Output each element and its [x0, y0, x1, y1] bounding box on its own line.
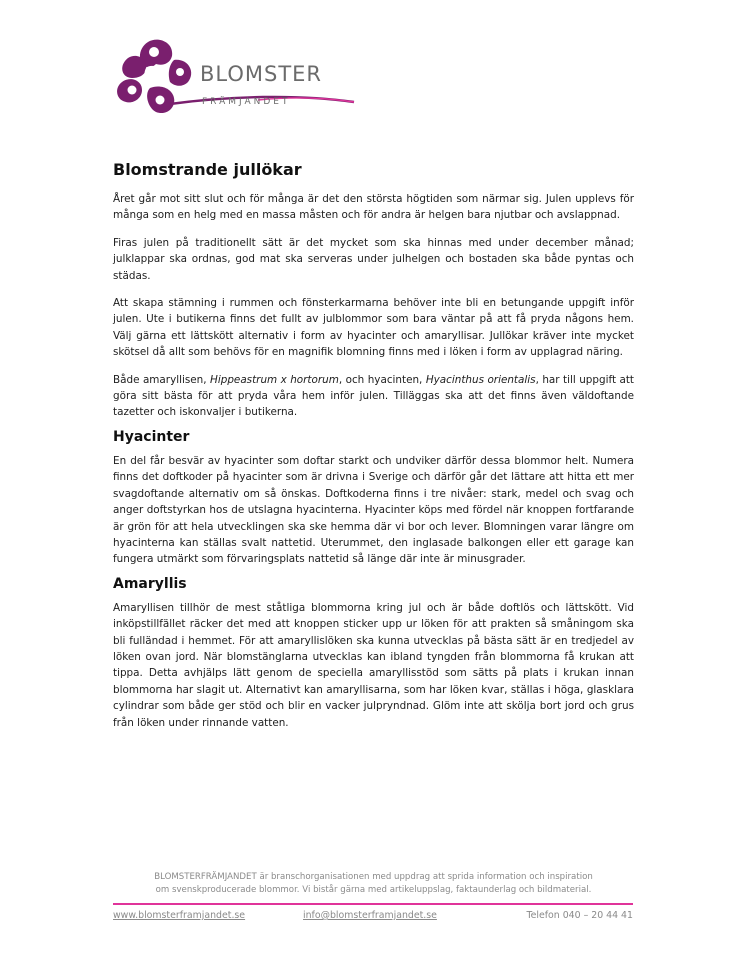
email-link[interactable]: info@blomsterframjandet.se [303, 910, 437, 921]
article [113, 160, 634, 742]
p4-text-e: , har till uppgift att göra sitt bästa för att pryda våra hem inför julen. Tilläggas ska att det finns även väldoftande tazetter och iskonvaljer i butikerna. [113, 373, 634, 419]
intro-paragraph-2: Firas julen på traditionellt sätt är det mycket som ska hinnas med under december månad; julklappar ska ordnas, god mat ska serveras under julhelgen och bostaden ska både pyntas och städas. [113, 236, 634, 282]
footer-divider [113, 903, 633, 905]
intro-paragraph-1: Året går mot sitt slut och för många är det den största högtiden som närmar sig. Julen upplevs för många som en helg med en massa måsten och för andra är helgen bara njutbar och avslappnad. [113, 193, 634, 222]
phone-number: Telefon 040 – 20 44 41 [526, 910, 633, 921]
logo-wordmark: BLOMSTER [200, 62, 323, 86]
blomsterframjandet-logo [108, 38, 358, 118]
section-heading-hyacinter: Hyacinter [113, 428, 190, 445]
footer-line-1: BLOMSTERFRÄMJANDET är branschorganisationen med uppdrag att sprida information och inspiration [154, 872, 593, 882]
latin-name-amaryllis: Hippeastrum x hortorum [210, 373, 339, 386]
section-heading-amaryllis: Amaryllis [113, 575, 187, 592]
website-link[interactable]: www.blomsterframjandet.se [113, 910, 246, 921]
footer-description [113, 871, 634, 897]
amaryllis-paragraph: Amaryllisen tillhör de mest ståtliga blommorna kring jul och är både doftlös och lättskött. Vid inköpstillfället räcker det med att knoppen sticker upp ur löken för att prakten så småningom ska bli fulländad i hemmet. För att amaryllislöken ska kunna utvecklas på bästa sätt är en tredjedel av löken ovan jord. När blomstänglarna utvecklas kan ibland tyngden från blommorna få krukan att tippa. Detta avhjälps lätt genom de speciella amaryllisstöd som sätts på plats i krukan innan blommorna har slagit ut. Alternativt kan amaryllisarna, som har löken kvar, ställas i höga, glasklara cylindrar som både ger stöd och blir en vacker julpryndnad. Glöm inte att skölja bort jord och grus från löken under rinnande vatten. [113, 601, 634, 729]
intro-paragraph-3: Att skapa stämning i rummen och fönsterkarmarna behöver inte bli en betungande uppgift inför julen. Ute i butikerna finns det fullt av julblommor som bara väntar på att få pryda någons hem. Välj gärna ett lättskött alternativ i form av hyacinter och amaryllisar. Jullökar kräver inte mycket skötsel då allt som behövs för en magnifik blomning finns med i löken i form av upplagrad näring. [113, 297, 634, 359]
hyacinter-paragraph: En del får besvär av hyacinter som doftar starkt och undviker därför dessa blommor helt. Numera finns det doftkoder på hyacinter som är drivna i Sverige och därför går det lättare att hitta ett mer svagdoftande alternativ om så önskas. Doftkoderna finns i tre nivåer: stark, medel och svag och anger doftstyrkan hos de utslagna hyacinterna. Hyacinter köps med fördel när knoppen fortfarande är grön för att hela utvecklingen ska ske hemma där vi bor och lever. Blomningen varar längre om hyacinterna kan ställas svalt nattetid. Uterummet, den inglasade balkongen eller ett garage kan fungera utmärkt som förvaringsplats nattetid så länge där inte är minusgrader. [113, 454, 634, 566]
p4-text-c: , och hyacinten, [338, 373, 426, 386]
footer-line-2: om svenskproducerade blommor. Vi bistår gärna med artikeluppslag, faktaunderlag och bildmaterial. [155, 885, 592, 895]
logo-subtitle: FRÄMJANDET [202, 97, 291, 107]
latin-name-hyacinth: Hyacinthus orientalis [425, 373, 536, 386]
intro-paragraph-4 [113, 372, 634, 421]
p4-text-a: Både amaryllisen, [113, 373, 211, 386]
article-title: Blomstrande jullökar [113, 160, 302, 179]
